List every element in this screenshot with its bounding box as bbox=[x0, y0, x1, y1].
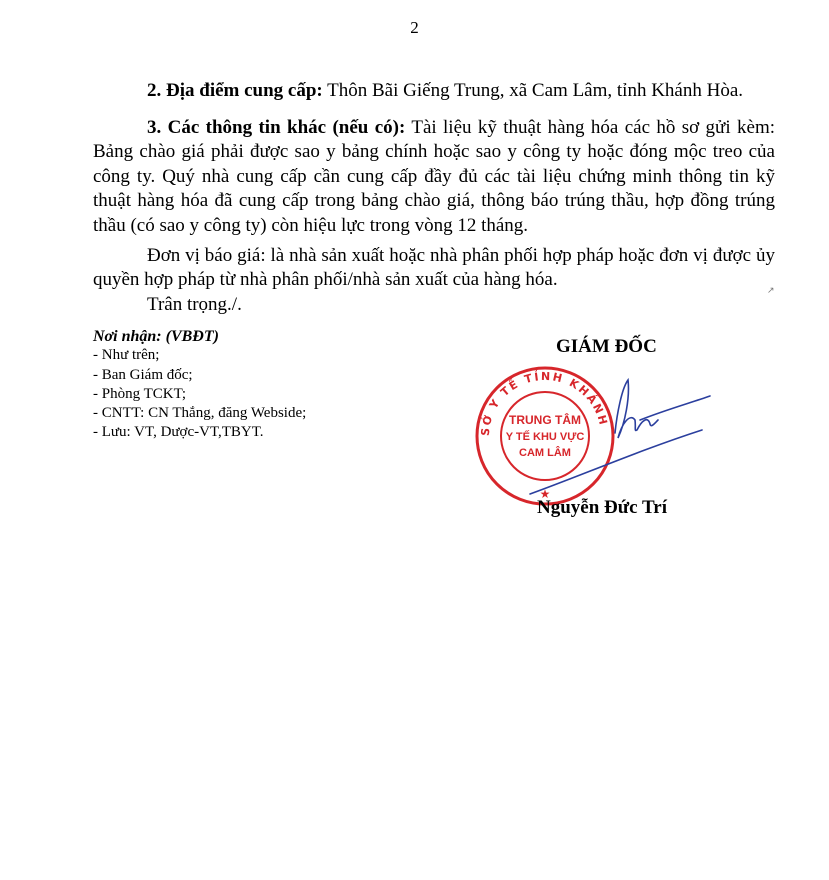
svg-text:CAM LÂM: CAM LÂM bbox=[519, 447, 571, 459]
other-info-text: Tài liệu kỹ thuật hàng hóa các hồ sơ gửi kèm: Bảng chào giá phải được sao y bảng chính hoặc sao y công ty hoặc đóng mộc treo của công ty. Quý nhà cung cấp cần cung cấp đầy đủ các tài liệu chứng minh thông tin kỹ thuật hàng hóa đã cung cấp trong bảng chào giá, thông báo trúng thầu, hợp đồng trúng thầu (có sao y công ty) còn hiệu lực trong vòng 12 tháng. bbox=[93, 117, 775, 236]
recipients-title: Nơi nhận: (VBĐT) bbox=[93, 328, 219, 345]
signer-title: GIÁM ĐỐC bbox=[556, 336, 657, 357]
signer-name: Nguyễn Đức Trí bbox=[537, 497, 667, 518]
svg-text:Y TẾ KHU VỰC: Y TẾ KHU VỰC bbox=[505, 431, 585, 443]
other-info-paragraph bbox=[93, 116, 775, 238]
delivery-location-label: 2. Địa điểm cung cấp: bbox=[147, 80, 323, 101]
corner-mark: ↗ bbox=[767, 286, 775, 296]
seal-graphic bbox=[464, 348, 720, 501]
recipients-block bbox=[93, 327, 306, 443]
recipient-item: - Ban Giám đốc; bbox=[93, 366, 193, 383]
recipient-item: - Lưu: VT, Dược-VT,TBYT. bbox=[93, 424, 264, 441]
recipient-item: - CNTT: CN Thắng, đăng Webside; bbox=[93, 405, 307, 422]
delivery-location bbox=[147, 80, 743, 102]
other-info-label: 3. Các thông tin khác (nếu có): bbox=[147, 117, 406, 138]
official-seal-and-signature bbox=[464, 348, 720, 501]
svg-text:SỞ Y TẾ TỈNH KHÁNH HÒA: SỞ Y TẾ TỈNH KHÁNH HÒA bbox=[464, 348, 611, 437]
recipient-item: - Phòng TCKT; bbox=[93, 385, 187, 402]
red-seal bbox=[464, 348, 613, 504]
body-paragraphs bbox=[93, 116, 775, 292]
closing-text: Trân trọng./. bbox=[147, 294, 242, 315]
quote-unit-paragraph: Đơn vị báo giá: là nhà sản xuất hoặc nhà phân phối hợp pháp hoặc đơn vị được ủy quyền hợp pháp từ nhà phân phối/nhà sản xuất của hàng hóa. bbox=[93, 244, 775, 290]
page-number: 2 bbox=[410, 18, 419, 37]
svg-text:★: ★ bbox=[539, 487, 551, 501]
svg-text:TRUNG TÂM: TRUNG TÂM bbox=[509, 413, 581, 427]
delivery-location-text: Thôn Bãi Giếng Trung, xã Cam Lâm, tỉnh Khánh Hòa. bbox=[322, 80, 744, 101]
recipient-item: - Như trên; bbox=[93, 347, 160, 364]
